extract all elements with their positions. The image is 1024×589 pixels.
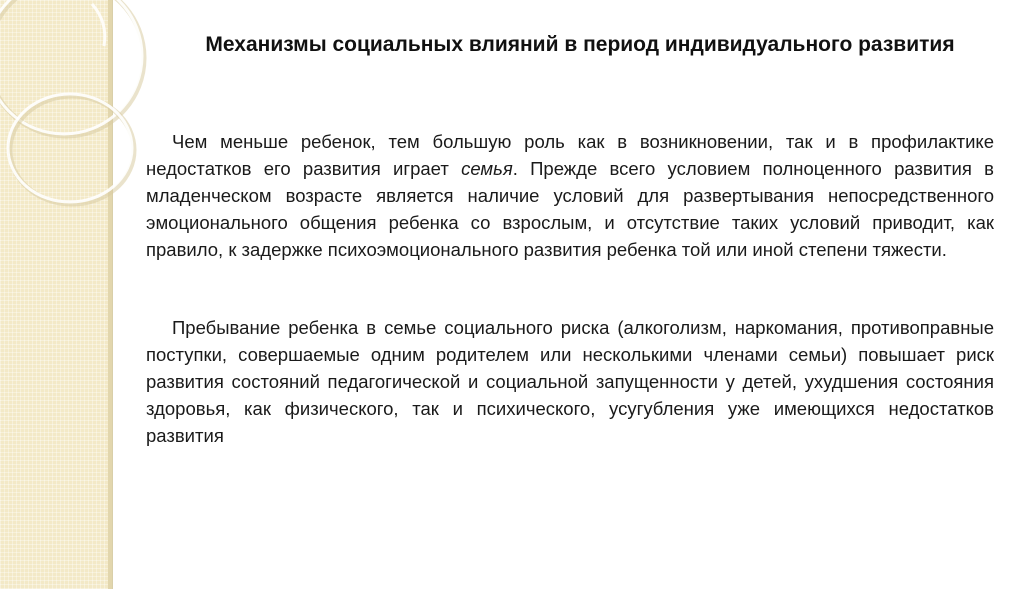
paragraph-social-risk: Пребывание ребенка в семье социального риска (алкоголизм, наркомания, противоправные поступки, совершаемые одним родителем или несколькими членами семьи) повышает риск развития состояний педагогической и социальной запущенности у детей, ухудшения состояния здоровья, как физического, так и психического, усугубления уже имеющихся недостатков развития <box>146 317 994 446</box>
paragraph-1-end: . Прежде всего условием полноценного развития в младенческом возрасте является наличие условий для развертывания непосредственного эмоционального общения ребенка со взрослым, и отсутствие таких условий приводит, как правило, к задержке психоэмоционального развития ребенка той или иной степени тяжести. <box>146 158 994 260</box>
emphasis-family: семья <box>461 158 513 179</box>
paragraph-1-start: Чем меньше ребенок, тем большую роль как в возникновении, так и в профилактике недостатков его развития играет <box>146 131 994 179</box>
paragraph-family-role <box>146 128 994 263</box>
slide-title: Механизмы социальных влияний в период индивидуального развития <box>205 33 955 56</box>
